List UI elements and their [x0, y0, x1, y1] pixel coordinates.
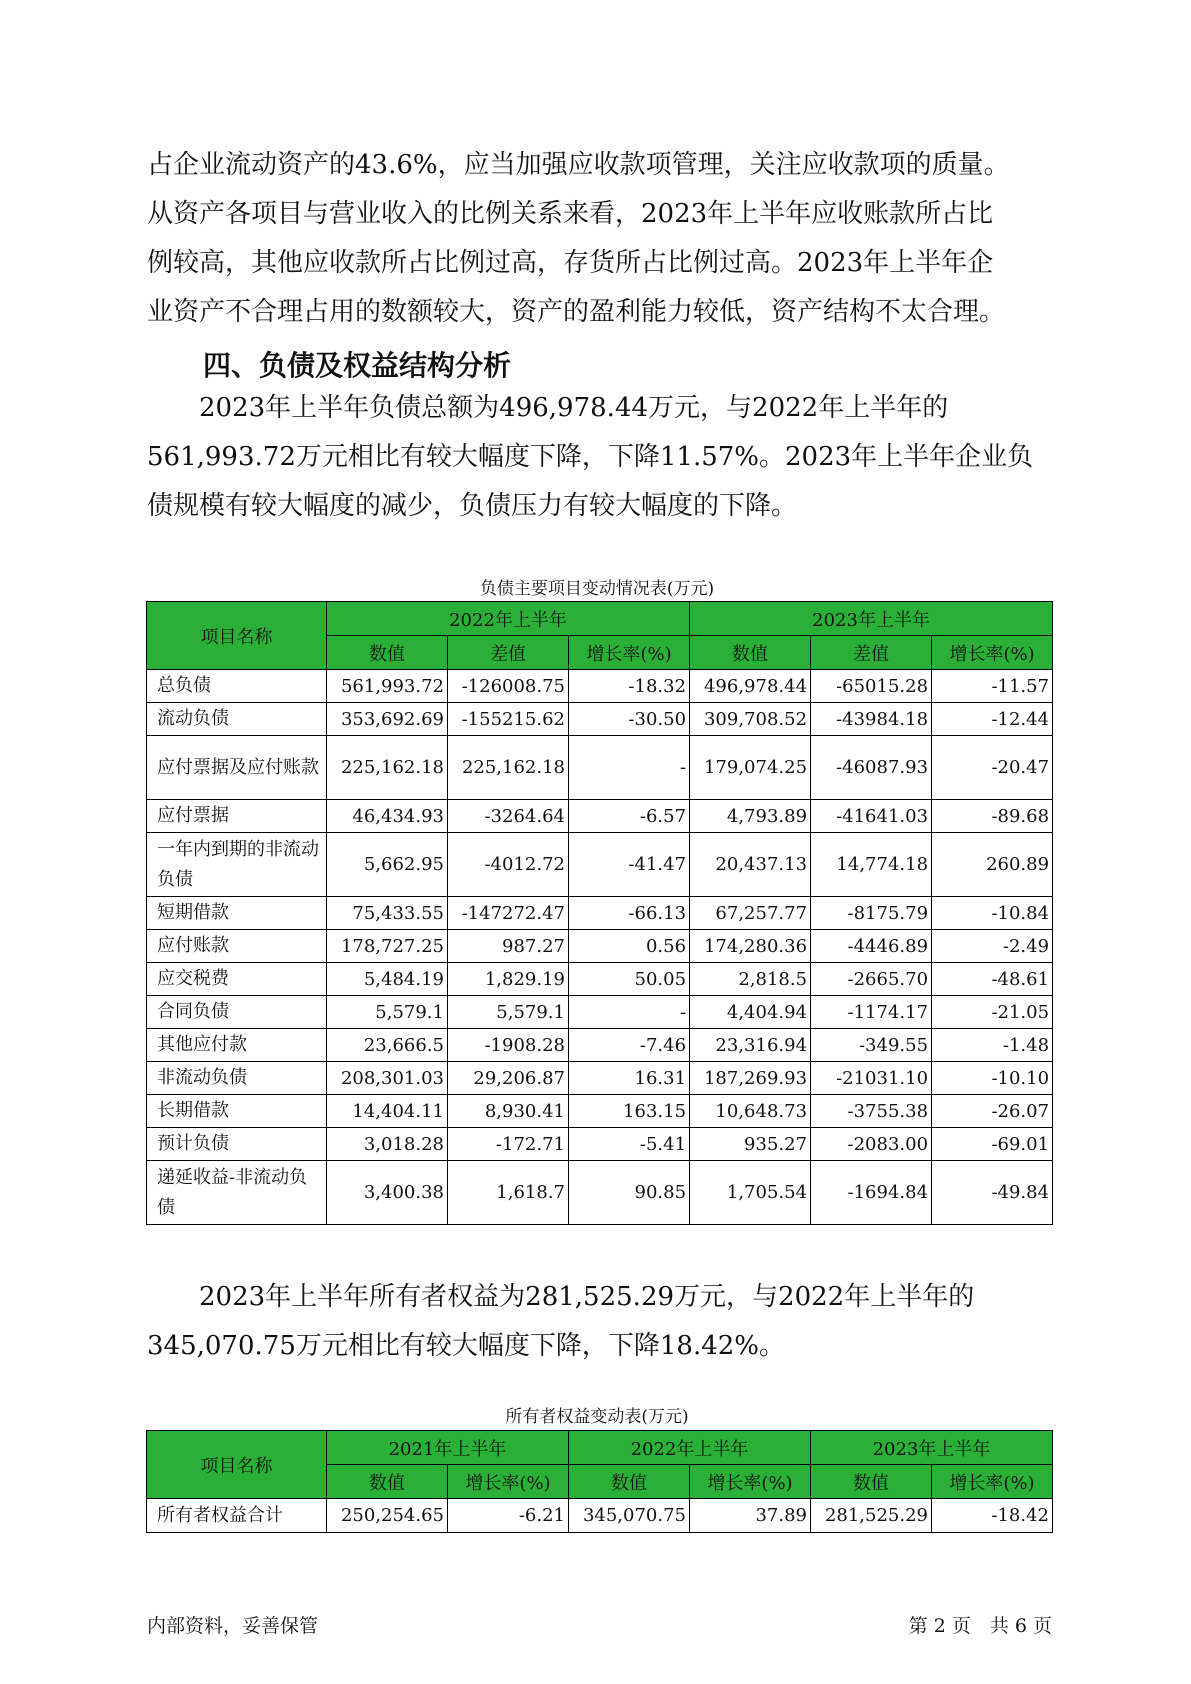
sub-header: 差值	[811, 636, 932, 670]
cell: -5.41	[569, 1128, 690, 1161]
footer-left: 内部资料，妥善保管	[147, 1615, 319, 1637]
cell: 8,930.41	[448, 1095, 569, 1128]
cell: -41.47	[569, 833, 690, 897]
cell: -18.42	[932, 1499, 1053, 1533]
cell: 496,978.44	[690, 670, 811, 703]
cell: 90.85	[569, 1161, 690, 1225]
cell: 75,433.55	[327, 897, 448, 930]
cell: 50.05	[569, 963, 690, 996]
table-row	[147, 1095, 1053, 1128]
cell: -8175.79	[811, 897, 932, 930]
cell: -4446.89	[811, 930, 932, 963]
cell: 250,254.65	[327, 1499, 448, 1533]
row-name: 其他应付款	[147, 1029, 327, 1062]
cell: 163.15	[569, 1095, 690, 1128]
cell: -3264.64	[448, 800, 569, 833]
cell: 260.89	[932, 833, 1053, 897]
sub-header: 增长率(%)	[932, 636, 1053, 670]
cell: -1174.17	[811, 996, 932, 1029]
cell: -4012.72	[448, 833, 569, 897]
equity-paragraph	[147, 1273, 1047, 1371]
cell: 3,400.38	[327, 1161, 448, 1225]
cell: 4,793.89	[690, 800, 811, 833]
sub-header: 数值	[569, 1465, 690, 1499]
cell: 178,727.25	[327, 930, 448, 963]
cell: 5,579.1	[448, 996, 569, 1029]
cell: 14,774.18	[811, 833, 932, 897]
cell: -6.21	[448, 1499, 569, 1533]
cell: 37.89	[690, 1499, 811, 1533]
sub-header: 数值	[327, 636, 448, 670]
cell: -	[569, 736, 690, 800]
cell: 20,437.13	[690, 833, 811, 897]
period-header: 2023年上半年	[811, 1431, 1053, 1465]
cell: -26.07	[932, 1095, 1053, 1128]
name-header: 项目名称	[147, 1431, 327, 1499]
period-header: 2023年上半年	[690, 602, 1053, 636]
table-row	[147, 1029, 1053, 1062]
liability-paragraph	[147, 384, 1047, 531]
table-row	[147, 897, 1053, 930]
cell: -349.55	[811, 1029, 932, 1062]
cell: -18.32	[569, 670, 690, 703]
row-name: 应付账款	[147, 930, 327, 963]
row-name: 应交税费	[147, 963, 327, 996]
cell: -2665.70	[811, 963, 932, 996]
cell: 16.31	[569, 1062, 690, 1095]
row-name: 递延收益-非流动负债	[147, 1161, 327, 1225]
cell: 23,316.94	[690, 1029, 811, 1062]
table-row	[147, 930, 1053, 963]
period-header: 2022年上半年	[327, 602, 690, 636]
liability-line: 债规模有较大幅度的减少，负债压力有较大幅度的下降。	[147, 491, 798, 521]
cell: -49.84	[932, 1161, 1053, 1225]
intro-line: 业资产不合理占用的数额较大，资产的盈利能力较低，资产结构不太合理。	[147, 297, 1006, 327]
equity-table-caption: 所有者权益变动表(万元)	[505, 1407, 689, 1427]
cell: -21.05	[932, 996, 1053, 1029]
cell: -2083.00	[811, 1128, 932, 1161]
cell: -30.50	[569, 703, 690, 736]
cell: 23,666.5	[327, 1029, 448, 1062]
cell: 179,074.25	[690, 736, 811, 800]
liability-line: 561,993.72万元相比有较大幅度下降，下降11.57%。2023年上半年企业负	[147, 442, 1034, 472]
cell: -1.48	[932, 1029, 1053, 1062]
cell: 67,257.77	[690, 897, 811, 930]
row-name: 一年内到期的非流动负债	[147, 833, 327, 897]
cell: -11.57	[932, 670, 1053, 703]
cell: 5,484.19	[327, 963, 448, 996]
cell: -41641.03	[811, 800, 932, 833]
cell: -3755.38	[811, 1095, 932, 1128]
row-name: 流动负债	[147, 703, 327, 736]
intro-line: 从资产各项目与营业收入的比例关系来看，2023年上半年应收账款所占比	[147, 199, 994, 229]
row-name: 所有者权益合计	[147, 1499, 327, 1533]
cell: -10.84	[932, 897, 1053, 930]
cell: -126008.75	[448, 670, 569, 703]
table-row	[147, 1128, 1053, 1161]
cell: -48.61	[932, 963, 1053, 996]
cell: -147272.47	[448, 897, 569, 930]
table-row	[147, 1499, 1053, 1533]
cell: 29,206.87	[448, 1062, 569, 1095]
cell: 225,162.18	[327, 736, 448, 800]
cell: 4,404.94	[690, 996, 811, 1029]
cell: -20.47	[932, 736, 1053, 800]
cell: -69.01	[932, 1128, 1053, 1161]
table-row	[147, 1161, 1053, 1225]
cell: 14,404.11	[327, 1095, 448, 1128]
table-row	[147, 670, 1053, 703]
cell: -89.68	[932, 800, 1053, 833]
row-name: 预计负债	[147, 1128, 327, 1161]
sub-header: 增长率(%)	[569, 636, 690, 670]
sub-header: 增长率(%)	[932, 1465, 1053, 1499]
cell: 987.27	[448, 930, 569, 963]
cell: 935.27	[690, 1128, 811, 1161]
cell: 5,579.1	[327, 996, 448, 1029]
cell: 46,434.93	[327, 800, 448, 833]
sub-header: 增长率(%)	[448, 1465, 569, 1499]
sub-header: 数值	[811, 1465, 932, 1499]
cell: -21031.10	[811, 1062, 932, 1095]
cell: -172.71	[448, 1128, 569, 1161]
cell: 281,525.29	[811, 1499, 932, 1533]
cell: -65015.28	[811, 670, 932, 703]
cell: -1694.84	[811, 1161, 932, 1225]
cell: -46087.93	[811, 736, 932, 800]
cell: -155215.62	[448, 703, 569, 736]
liability-table	[146, 601, 1053, 1225]
cell: -2.49	[932, 930, 1053, 963]
intro-line: 例较高，其他应收款所占比例过高，存货所占比例过高。2023年上半年企	[147, 248, 994, 278]
cell: 561,993.72	[327, 670, 448, 703]
cell: 1,705.54	[690, 1161, 811, 1225]
cell: 225,162.18	[448, 736, 569, 800]
row-name: 短期借款	[147, 897, 327, 930]
period-header: 2022年上半年	[569, 1431, 811, 1465]
equity-line: 345,070.75万元相比有较大幅度下降，下降18.42%。	[147, 1331, 786, 1361]
name-header: 项目名称	[147, 602, 327, 670]
cell: 187,269.93	[690, 1062, 811, 1095]
equity-line: 2023年上半年所有者权益为281,525.29万元，与2022年上半年的	[147, 1282, 975, 1312]
sub-header: 增长率(%)	[690, 1465, 811, 1499]
row-name: 应付票据及应付账款	[147, 736, 327, 800]
section-heading: 四、负债及权益结构分析	[203, 349, 512, 382]
table-row	[147, 736, 1053, 800]
table-row	[147, 996, 1053, 1029]
cell: 309,708.52	[690, 703, 811, 736]
cell: 2,818.5	[690, 963, 811, 996]
cell: 10,648.73	[690, 1095, 811, 1128]
liability-table-caption: 负债主要项目变动情况表(万元)	[479, 579, 715, 599]
cell: 353,692.69	[327, 703, 448, 736]
period-header: 2021年上半年	[327, 1431, 569, 1465]
sub-header: 数值	[690, 636, 811, 670]
cell: -12.44	[932, 703, 1053, 736]
cell: 174,280.36	[690, 930, 811, 963]
row-name: 非流动负债	[147, 1062, 327, 1095]
cell: 0.56	[569, 930, 690, 963]
cell: -	[569, 996, 690, 1029]
equity-table	[146, 1430, 1053, 1533]
row-name: 应付票据	[147, 800, 327, 833]
table-row	[147, 963, 1053, 996]
row-name: 总负债	[147, 670, 327, 703]
footer-page-number: 第 2 页 共 6 页	[908, 1615, 1052, 1637]
row-name: 长期借款	[147, 1095, 327, 1128]
table-row	[147, 703, 1053, 736]
cell: -6.57	[569, 800, 690, 833]
liability-line: 2023年上半年负债总额为496,978.44万元，与2022年上半年的	[147, 393, 949, 423]
cell: -1908.28	[448, 1029, 569, 1062]
table-row	[147, 1062, 1053, 1095]
cell: -66.13	[569, 897, 690, 930]
intro-line: 占企业流动资产的43.6%，应当加强应收款项管理，关注应收款项的质量。	[147, 150, 1010, 180]
cell: -10.10	[932, 1062, 1053, 1095]
cell: 345,070.75	[569, 1499, 690, 1533]
cell: 3,018.28	[327, 1128, 448, 1161]
row-name: 合同负债	[147, 996, 327, 1029]
cell: -43984.18	[811, 703, 932, 736]
sub-header: 差值	[448, 636, 569, 670]
cell: 1,618.7	[448, 1161, 569, 1225]
cell: 5,662.95	[327, 833, 448, 897]
cell: -7.46	[569, 1029, 690, 1062]
table-row	[147, 800, 1053, 833]
intro-paragraph	[147, 141, 1047, 337]
table-row	[147, 833, 1053, 897]
sub-header: 数值	[327, 1465, 448, 1499]
cell: 208,301.03	[327, 1062, 448, 1095]
cell: 1,829.19	[448, 963, 569, 996]
